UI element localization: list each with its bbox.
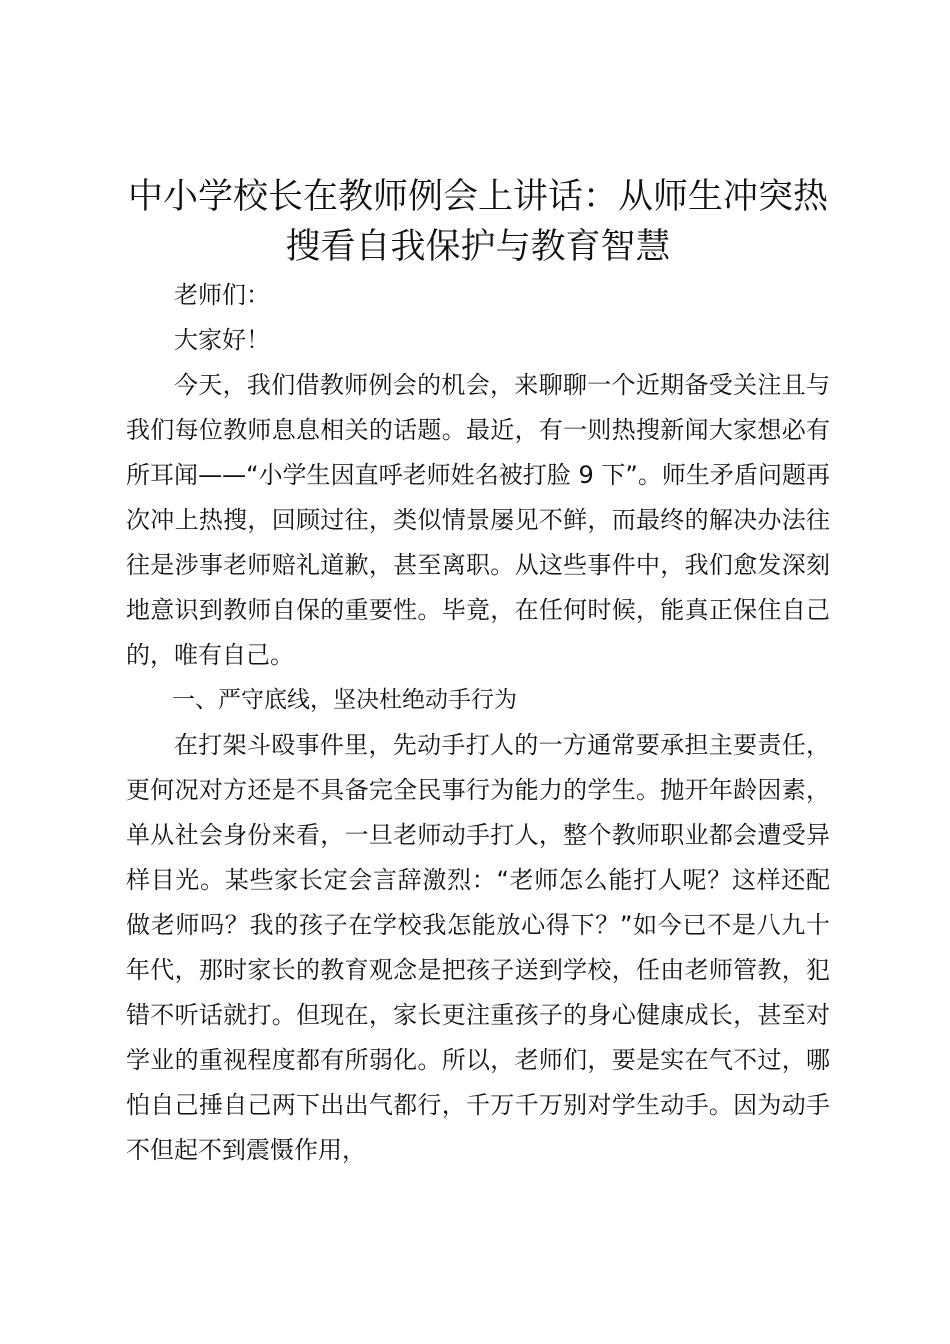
document-title: 中小学校长在教师例会上讲话：从师生冲突热搜看自我保护与教育智慧 [127, 177, 828, 267]
document-body [126, 273, 830, 1173]
section-heading: 一、严守底线，坚决杜绝动手行为 [172, 687, 517, 713]
greeting: 大家好！ [174, 326, 270, 354]
intro-paragraph: 今天，我们借教师例会的机会，来聊聊一个近期备受关注且与我们每位教师息息相关的话题。最近，有一则热搜新闻大家想必有所耳闻——“小学生因直呼老师姓名被打脸 9 下”。师生矛盾问题再次冲上热搜，回顾过往，类似情景屡见不鲜，而最终的解决办法往往是涉事老师赔礼道歉，甚至离职。从这些事件中，我们愈发深刻地意识到教师自保的重要性。毕竟，在任何时候，能真正保住自己的，唯有自己。 [126, 371, 830, 669]
salutation: 老师们： [174, 281, 270, 309]
section-paragraph: 在打架斗殴事件里，先动手打人的一方通常要承担主要责任，更何况对方还是不具备完全民事行为能力的学生。抛开年龄因素，单从社会身份来看，一旦老师动手打人，整个教师职业都会遭受异样目光。某些家长定会言辞激烈：“老师怎么能打人呢？这样还配做老师吗？我的孩子在学校我怎能放心得下？”如今已不是八九十年代，那时家长的教育观念是把孩子送到学校，任由老师管教，犯错不听话就打。但现在，家长更注重孩子的身心健康成长，甚至对学业的重视程度都有所弱化。所以，老师们，要是实在气不过，哪怕自己捶自己两下出出气都行，千万千万别对学生动手。因为动手不但起不到震慑作用， [126, 731, 830, 1164]
document-page [126, 172, 830, 1173]
